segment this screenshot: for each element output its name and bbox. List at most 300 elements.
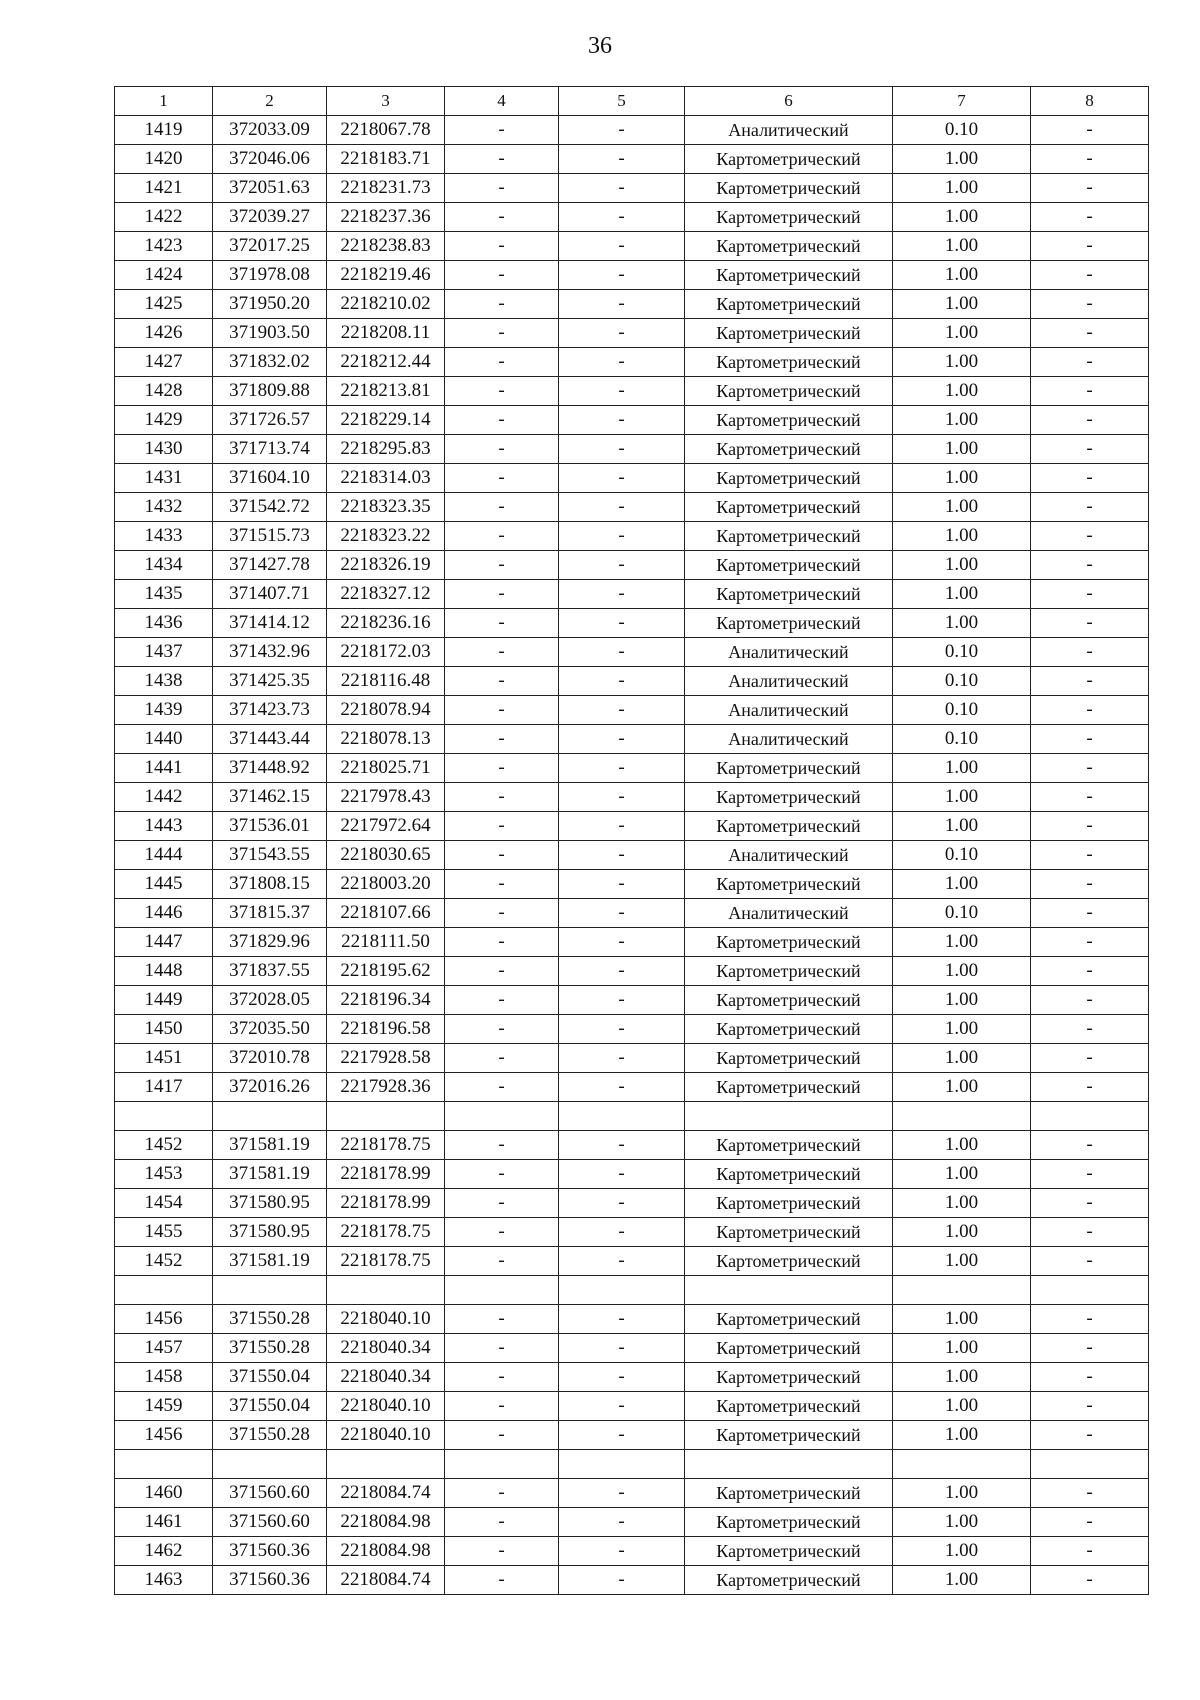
- cell-col5: -: [559, 1508, 685, 1537]
- cell-col8: -: [1031, 551, 1149, 580]
- accuracy-cell: 1.00: [893, 174, 1031, 203]
- point-number: 1460: [115, 1479, 213, 1508]
- cell-col4: -: [445, 696, 559, 725]
- table-row: [115, 1392, 1149, 1421]
- cell-col8: -: [1031, 609, 1149, 638]
- cell-col5: -: [559, 754, 685, 783]
- coord-y: 2218040.34: [327, 1334, 445, 1363]
- coord-y: 2218210.02: [327, 290, 445, 319]
- coord-y: 2218178.99: [327, 1160, 445, 1189]
- coord-y: 2218229.14: [327, 406, 445, 435]
- point-number: 1420: [115, 145, 213, 174]
- coord-x: 371560.60: [213, 1479, 327, 1508]
- cell-col5: -: [559, 551, 685, 580]
- coord-x: 372039.27: [213, 203, 327, 232]
- method-cell: Картометрический: [685, 1392, 893, 1421]
- cell-col4: -: [445, 1044, 559, 1073]
- table-row: [115, 1044, 1149, 1073]
- cell-col8: -: [1031, 870, 1149, 899]
- coord-y: 2218084.74: [327, 1566, 445, 1595]
- accuracy-cell: 1.00: [893, 1508, 1031, 1537]
- cell-col8: -: [1031, 696, 1149, 725]
- method-cell: Картометрический: [685, 1363, 893, 1392]
- method-cell: Картометрический: [685, 1218, 893, 1247]
- cell-col8: -: [1031, 1537, 1149, 1566]
- point-number: 1441: [115, 754, 213, 783]
- table-row: [115, 261, 1149, 290]
- cell-col4: -: [445, 377, 559, 406]
- cell-col4: -: [445, 957, 559, 986]
- coord-y: 2218323.35: [327, 493, 445, 522]
- cell-col5: -: [559, 116, 685, 145]
- coord-y: 2218327.12: [327, 580, 445, 609]
- cell-col4: -: [445, 1131, 559, 1160]
- point-number: 1443: [115, 812, 213, 841]
- separator-row: [115, 1102, 1149, 1131]
- coord-x: 372010.78: [213, 1044, 327, 1073]
- coord-x: 371581.19: [213, 1131, 327, 1160]
- cell-col4: -: [445, 1508, 559, 1537]
- column-header: 5: [559, 87, 685, 116]
- method-cell: Картометрический: [685, 174, 893, 203]
- table-row: [115, 725, 1149, 754]
- accuracy-cell: 1.00: [893, 783, 1031, 812]
- accuracy-cell: 1.00: [893, 464, 1031, 493]
- coord-x: 371550.28: [213, 1305, 327, 1334]
- coord-y: 2218237.36: [327, 203, 445, 232]
- coord-x: 371560.36: [213, 1537, 327, 1566]
- method-cell: Картометрический: [685, 1015, 893, 1044]
- table-row: [115, 232, 1149, 261]
- table-row: [115, 1566, 1149, 1595]
- page-number: 36: [588, 33, 612, 59]
- coord-y: 2218040.10: [327, 1305, 445, 1334]
- coord-y: 2217972.64: [327, 812, 445, 841]
- coord-y: 2218208.11: [327, 319, 445, 348]
- method-cell: Картометрический: [685, 1160, 893, 1189]
- cell-col5: -: [559, 580, 685, 609]
- method-cell: Картометрический: [685, 493, 893, 522]
- cell-col8: [1031, 1276, 1149, 1305]
- table-row: [115, 377, 1149, 406]
- coord-y: [327, 1450, 445, 1479]
- point-number: 1449: [115, 986, 213, 1015]
- table-row: [115, 841, 1149, 870]
- cell-col5: -: [559, 290, 685, 319]
- point-number: 1428: [115, 377, 213, 406]
- cell-col4: -: [445, 1392, 559, 1421]
- method-cell: Аналитический: [685, 899, 893, 928]
- point-number: 1422: [115, 203, 213, 232]
- coord-y: 2218219.46: [327, 261, 445, 290]
- method-cell: Аналитический: [685, 116, 893, 145]
- cell-col4: -: [445, 928, 559, 957]
- cell-col4: -: [445, 551, 559, 580]
- accuracy-cell: 1.00: [893, 1305, 1031, 1334]
- method-cell: Картометрический: [685, 232, 893, 261]
- coord-y: 2218084.98: [327, 1508, 445, 1537]
- table-row: [115, 493, 1149, 522]
- coord-y: [327, 1102, 445, 1131]
- cell-col8: -: [1031, 1334, 1149, 1363]
- table-row: [115, 1189, 1149, 1218]
- coord-y: 2218078.94: [327, 696, 445, 725]
- cell-col4: [445, 1450, 559, 1479]
- method-cell: Картометрический: [685, 1421, 893, 1450]
- coord-y: 2218030.65: [327, 841, 445, 870]
- coord-y: 2218003.20: [327, 870, 445, 899]
- cell-col5: -: [559, 609, 685, 638]
- cell-col4: -: [445, 841, 559, 870]
- coord-y: 2218326.19: [327, 551, 445, 580]
- cell-col4: -: [445, 1247, 559, 1276]
- coord-x: 371550.04: [213, 1392, 327, 1421]
- accuracy-cell: 1.00: [893, 290, 1031, 319]
- method-cell: [685, 1102, 893, 1131]
- point-number: 1423: [115, 232, 213, 261]
- cell-col5: -: [559, 1189, 685, 1218]
- cell-col5: -: [559, 1566, 685, 1595]
- coord-y: 2218183.71: [327, 145, 445, 174]
- coord-y: 2218078.13: [327, 725, 445, 754]
- coord-y: 2218178.75: [327, 1131, 445, 1160]
- coord-x: 371542.72: [213, 493, 327, 522]
- accuracy-cell: 1.00: [893, 1421, 1031, 1450]
- coord-y: 2218196.58: [327, 1015, 445, 1044]
- coord-x: 371462.15: [213, 783, 327, 812]
- cell-col4: -: [445, 1189, 559, 1218]
- cell-col4: -: [445, 464, 559, 493]
- coord-x: 371726.57: [213, 406, 327, 435]
- point-number: 1430: [115, 435, 213, 464]
- cell-col5: -: [559, 1160, 685, 1189]
- coord-y: 2218178.75: [327, 1218, 445, 1247]
- table-row: [115, 667, 1149, 696]
- table-row: [115, 464, 1149, 493]
- accuracy-cell: 0.10: [893, 116, 1031, 145]
- cell-col8: -: [1031, 522, 1149, 551]
- table-row: [115, 957, 1149, 986]
- cell-col8: -: [1031, 1305, 1149, 1334]
- cell-col8: -: [1031, 1015, 1149, 1044]
- separator-row: [115, 1276, 1149, 1305]
- cell-col8: -: [1031, 145, 1149, 174]
- coord-x: 372017.25: [213, 232, 327, 261]
- coord-x: 371536.01: [213, 812, 327, 841]
- table-row: [115, 1218, 1149, 1247]
- accuracy-cell: 0.10: [893, 667, 1031, 696]
- point-number: 1454: [115, 1189, 213, 1218]
- method-cell: Картометрический: [685, 1508, 893, 1537]
- coord-x: 371815.37: [213, 899, 327, 928]
- table-row: [115, 580, 1149, 609]
- cell-col4: -: [445, 725, 559, 754]
- accuracy-cell: [893, 1276, 1031, 1305]
- point-number: 1459: [115, 1392, 213, 1421]
- cell-col5: -: [559, 957, 685, 986]
- method-cell: Картометрический: [685, 1334, 893, 1363]
- cell-col8: -: [1031, 290, 1149, 319]
- cell-col5: -: [559, 319, 685, 348]
- coord-x: 371425.35: [213, 667, 327, 696]
- cell-col4: -: [445, 638, 559, 667]
- point-number: 1424: [115, 261, 213, 290]
- cell-col5: -: [559, 870, 685, 899]
- accuracy-cell: 0.10: [893, 696, 1031, 725]
- cell-col5: -: [559, 377, 685, 406]
- accuracy-cell: 1.00: [893, 957, 1031, 986]
- table-row: [115, 696, 1149, 725]
- point-number: 1429: [115, 406, 213, 435]
- coord-y: 2218295.83: [327, 435, 445, 464]
- table-row: [115, 1015, 1149, 1044]
- method-cell: Картометрический: [685, 957, 893, 986]
- coord-x: 371550.28: [213, 1334, 327, 1363]
- cell-col4: -: [445, 1566, 559, 1595]
- cell-col8: -: [1031, 725, 1149, 754]
- coord-x: 371581.19: [213, 1247, 327, 1276]
- coord-x: 371414.12: [213, 609, 327, 638]
- cell-col5: -: [559, 406, 685, 435]
- cell-col5: -: [559, 841, 685, 870]
- accuracy-cell: 1.00: [893, 1334, 1031, 1363]
- table-row: [115, 116, 1149, 145]
- method-cell: Аналитический: [685, 725, 893, 754]
- cell-col4: [445, 1102, 559, 1131]
- cell-col4: -: [445, 1073, 559, 1102]
- accuracy-cell: 1.00: [893, 406, 1031, 435]
- coord-y: 2218213.81: [327, 377, 445, 406]
- coord-y: 2218040.10: [327, 1392, 445, 1421]
- accuracy-cell: 1.00: [893, 1218, 1031, 1247]
- accuracy-cell: 1.00: [893, 1044, 1031, 1073]
- accuracy-cell: 1.00: [893, 986, 1031, 1015]
- cell-col5: -: [559, 522, 685, 551]
- cell-col8: -: [1031, 783, 1149, 812]
- cell-col8: -: [1031, 377, 1149, 406]
- coord-y: 2218212.44: [327, 348, 445, 377]
- cell-col5: -: [559, 1218, 685, 1247]
- cell-col4: -: [445, 667, 559, 696]
- cell-col4: -: [445, 319, 559, 348]
- cell-col8: -: [1031, 812, 1149, 841]
- cell-col8: -: [1031, 348, 1149, 377]
- point-number: 1452: [115, 1131, 213, 1160]
- accuracy-cell: 1.00: [893, 203, 1031, 232]
- method-cell: Картометрический: [685, 348, 893, 377]
- table-row: [115, 551, 1149, 580]
- accuracy-cell: 0.10: [893, 725, 1031, 754]
- cell-col5: -: [559, 783, 685, 812]
- table-row: [115, 522, 1149, 551]
- cell-col4: -: [445, 406, 559, 435]
- cell-col4: -: [445, 899, 559, 928]
- coord-x: 371950.20: [213, 290, 327, 319]
- coord-x: [213, 1450, 327, 1479]
- cell-col4: -: [445, 261, 559, 290]
- cell-col5: -: [559, 1247, 685, 1276]
- cell-col4: -: [445, 145, 559, 174]
- cell-col8: -: [1031, 754, 1149, 783]
- cell-col5: -: [559, 232, 685, 261]
- accuracy-cell: 1.00: [893, 812, 1031, 841]
- method-cell: Картометрический: [685, 290, 893, 319]
- column-header: 4: [445, 87, 559, 116]
- accuracy-cell: 1.00: [893, 1363, 1031, 1392]
- cell-col8: [1031, 1102, 1149, 1131]
- header-row: [115, 87, 1149, 116]
- cell-col4: -: [445, 116, 559, 145]
- cell-col4: -: [445, 986, 559, 1015]
- accuracy-cell: 1.00: [893, 319, 1031, 348]
- table-row: [115, 435, 1149, 464]
- coord-y: 2218040.10: [327, 1421, 445, 1450]
- cell-col5: -: [559, 1421, 685, 1450]
- table-row: [115, 1305, 1149, 1334]
- cell-col5: -: [559, 1392, 685, 1421]
- cell-col4: -: [445, 1363, 559, 1392]
- coord-x: 371713.74: [213, 435, 327, 464]
- accuracy-cell: 1.00: [893, 493, 1031, 522]
- coord-y: 2218116.48: [327, 667, 445, 696]
- table-row: [115, 754, 1149, 783]
- cell-col4: -: [445, 435, 559, 464]
- coord-x: 371560.60: [213, 1508, 327, 1537]
- point-number: 1463: [115, 1566, 213, 1595]
- point-number: 1444: [115, 841, 213, 870]
- point-number: 1456: [115, 1305, 213, 1334]
- accuracy-cell: 1.00: [893, 1015, 1031, 1044]
- point-number: 1437: [115, 638, 213, 667]
- coord-y: 2218040.34: [327, 1363, 445, 1392]
- cell-col8: -: [1031, 1044, 1149, 1073]
- cell-col4: -: [445, 232, 559, 261]
- cell-col8: -: [1031, 1189, 1149, 1218]
- table-row: [115, 1537, 1149, 1566]
- table-row: [115, 638, 1149, 667]
- cell-col5: -: [559, 1073, 685, 1102]
- point-number: 1455: [115, 1218, 213, 1247]
- table-row: [115, 174, 1149, 203]
- point-number: 1436: [115, 609, 213, 638]
- accuracy-cell: [893, 1102, 1031, 1131]
- cell-col8: -: [1031, 1131, 1149, 1160]
- point-number: 1442: [115, 783, 213, 812]
- cell-col5: -: [559, 145, 685, 174]
- coord-x: 371580.95: [213, 1218, 327, 1247]
- cell-col8: -: [1031, 1218, 1149, 1247]
- coord-x: 371580.95: [213, 1189, 327, 1218]
- accuracy-cell: 1.00: [893, 609, 1031, 638]
- method-cell: Картометрический: [685, 145, 893, 174]
- coord-x: 371550.28: [213, 1421, 327, 1450]
- coord-y: 2217928.58: [327, 1044, 445, 1073]
- method-cell: Картометрический: [685, 1131, 893, 1160]
- cell-col8: -: [1031, 638, 1149, 667]
- accuracy-cell: [893, 1450, 1031, 1479]
- coord-y: 2218323.22: [327, 522, 445, 551]
- accuracy-cell: 0.10: [893, 638, 1031, 667]
- coord-y: 2218067.78: [327, 116, 445, 145]
- accuracy-cell: 1.00: [893, 232, 1031, 261]
- coord-y: 2218195.62: [327, 957, 445, 986]
- table-row: [115, 1508, 1149, 1537]
- method-cell: Картометрический: [685, 1073, 893, 1102]
- table-row: [115, 1334, 1149, 1363]
- table-row: [115, 319, 1149, 348]
- cell-col8: -: [1031, 667, 1149, 696]
- accuracy-cell: 1.00: [893, 1073, 1031, 1102]
- point-number: 1456: [115, 1421, 213, 1450]
- method-cell: Картометрический: [685, 1305, 893, 1334]
- table-row: [115, 1363, 1149, 1392]
- table-row: [115, 899, 1149, 928]
- cell-col4: -: [445, 1160, 559, 1189]
- table-row: [115, 348, 1149, 377]
- coord-x: 372033.09: [213, 116, 327, 145]
- cell-col4: -: [445, 783, 559, 812]
- column-header: 3: [327, 87, 445, 116]
- cell-col8: -: [1031, 406, 1149, 435]
- method-cell: Картометрический: [685, 1537, 893, 1566]
- point-number: [115, 1102, 213, 1131]
- cell-col8: -: [1031, 1421, 1149, 1450]
- point-number: 1433: [115, 522, 213, 551]
- cell-col5: -: [559, 696, 685, 725]
- method-cell: Картометрический: [685, 464, 893, 493]
- point-number: 1450: [115, 1015, 213, 1044]
- cell-col5: -: [559, 1044, 685, 1073]
- accuracy-cell: 1.00: [893, 261, 1031, 290]
- cell-col4: -: [445, 580, 559, 609]
- coord-y: 2218172.03: [327, 638, 445, 667]
- point-number: 1431: [115, 464, 213, 493]
- accuracy-cell: 0.10: [893, 841, 1031, 870]
- point-number: 1434: [115, 551, 213, 580]
- coord-y: 2218111.50: [327, 928, 445, 957]
- column-header: 7: [893, 87, 1031, 116]
- point-number: 1448: [115, 957, 213, 986]
- cell-col8: -: [1031, 261, 1149, 290]
- method-cell: [685, 1276, 893, 1305]
- point-number: 1435: [115, 580, 213, 609]
- accuracy-cell: 1.00: [893, 145, 1031, 174]
- table-row: [115, 986, 1149, 1015]
- accuracy-cell: 1.00: [893, 1131, 1031, 1160]
- cell-col8: -: [1031, 841, 1149, 870]
- coord-y: 2218236.16: [327, 609, 445, 638]
- cell-col5: [559, 1276, 685, 1305]
- point-number: 1419: [115, 116, 213, 145]
- method-cell: Картометрический: [685, 870, 893, 899]
- coord-x: 371515.73: [213, 522, 327, 551]
- method-cell: Картометрический: [685, 1189, 893, 1218]
- point-number: 1462: [115, 1537, 213, 1566]
- cell-col5: -: [559, 986, 685, 1015]
- cell-col4: -: [445, 1218, 559, 1247]
- cell-col8: -: [1031, 232, 1149, 261]
- cell-col5: -: [559, 493, 685, 522]
- cell-col4: -: [445, 290, 559, 319]
- point-number: 1452: [115, 1247, 213, 1276]
- point-number: 1457: [115, 1334, 213, 1363]
- method-cell: Картометрический: [685, 783, 893, 812]
- coord-x: 371581.19: [213, 1160, 327, 1189]
- cell-col4: -: [445, 609, 559, 638]
- table-row: [115, 145, 1149, 174]
- table-row: [115, 203, 1149, 232]
- cell-col8: -: [1031, 928, 1149, 957]
